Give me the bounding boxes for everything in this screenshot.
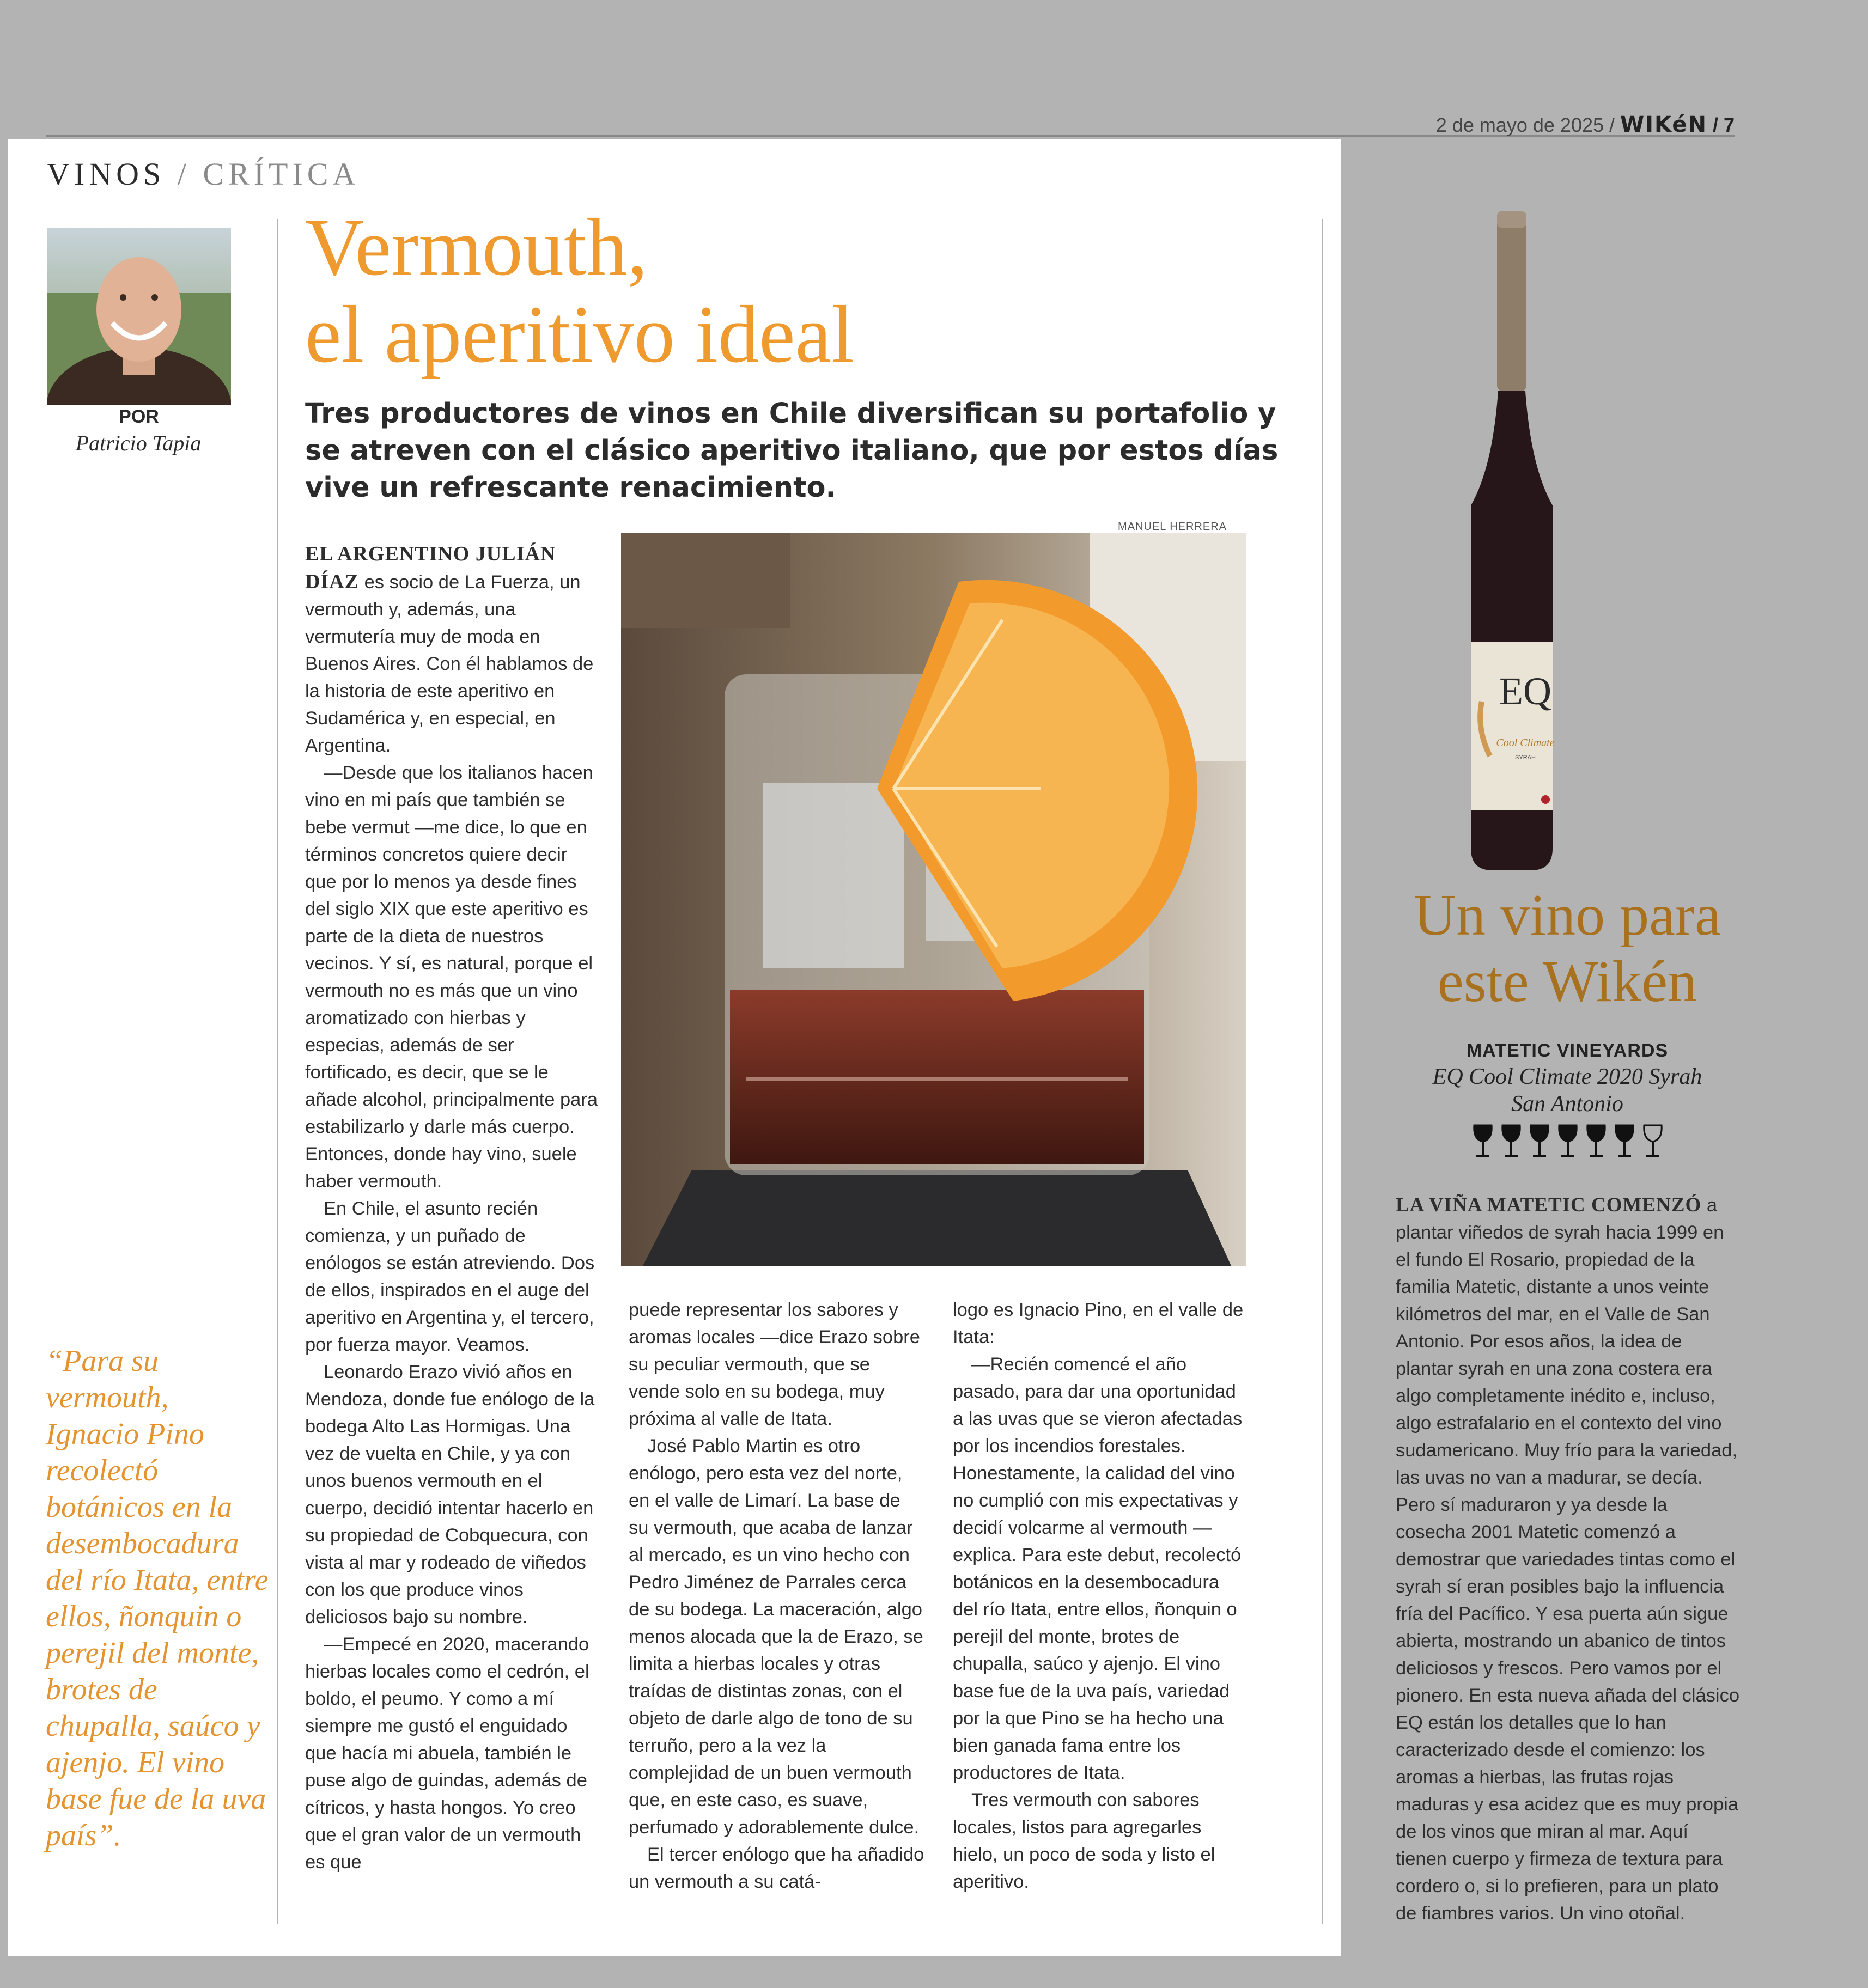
section-label — [47, 156, 360, 192]
wine-origin: San Antonio — [1511, 1091, 1623, 1117]
wine-glass-filled-icon — [1531, 1125, 1548, 1157]
headline — [305, 204, 1286, 378]
paragraph-2: —Desde que los italianos hacen vino en mi país que también se bebe vermut —me dice, lo que en términos concretos quiere decir que por lo menos ya desde fines del siglo XIX que este aperitivo es parte de la dieta de nuestros vecinos. Y sí, es natural, porque el vermouth no es más que un vino aromatizado con hierbas y especias, además de ser fortificado, es decir, que se le añade alcohol, principalmente para estabilizarlo y darle más cuerpo. Entonces, donde hay vino, suele haber vermouth. — [305, 763, 598, 1192]
wine-name — [1368, 1063, 1766, 1118]
page-header — [1436, 112, 1735, 137]
photo-credit: MANUEL HERRERA — [1118, 521, 1227, 533]
wine-glass-filled-icon — [1502, 1125, 1520, 1157]
paragraph-6: puede representar los sabores y aromas locales —dice Erazo sobre su peculiar vermouth, que se vende solo en su bodega, muy próxima al valle de Itata. — [629, 1300, 920, 1429]
column-divider-left — [277, 219, 278, 1924]
header-page-number: / 7 — [1712, 114, 1735, 136]
author-name: Patricio Tapia — [75, 431, 202, 455]
headline-line-2: el aperitivo ideal — [305, 289, 854, 380]
sidebar-title-line-2: este Wikén — [1437, 949, 1697, 1014]
pull-quote: “Para su vermouth, Ignacio Pino recolectó botánicos en la desembocadura del río Itata, entre ellos, ñonquin o perejil del monte, brotes de chupalla, saúco y ajenjo. El vino base fue de la uva país”. — [46, 1344, 269, 1852]
wine-glass-filled-icon — [1616, 1125, 1633, 1157]
paragraph-10: —Recién comencé el año pasado, para dar una oportunidad a las uvas que se vieron afectadas por los incendios forestales. Honestamente, la calidad del vino no cumplió con mis expectativas y decidí volcarme al vermouth —explica. Para este debut, recolectó botánicos en la desembocadura del río Itata, entre ellos, ñonquin o perejil del monte, brotes de chupalla, saúco y ajenjo. El vino base fue de la uva país, variedad por la que Pino se ha hecho una bien ganada fama entre los productores de Itata. — [953, 1354, 1243, 1783]
bottle-brand: EQ — [1499, 669, 1551, 713]
section-name: VINOS — [47, 156, 166, 192]
wine-rating — [1467, 1123, 1674, 1161]
sidebar-body-text: a plantar viñedos de syrah hacia 1999 en el fundo El Rosario, propiedad de la familia Matetic, distante a unos veinte kilómetros del mar, en el Valle de San Antonio. Por esos años, la idea de plantar syrah en una zona costera era algo completamente inédito e, incluso, algo estrafalario en el contexto del vino sudamericano. Muy frío para la variedad, las uvas no van a madurar, se decía. Pero sí maduraron y ya desde la cosecha 2001 Matetic comenzó a demostrar que variedades tintas como el syrah sí eran posibles bajo la influencia fría del Pacífico. Y esa puerta aún sigue abierta, mostrando un abanico de tintos deliciosos y frescos. Pero vamos por el pionero. En esta nueva añada del clásico EQ están los detalles que lo han caracterizado desde el comienzo: los aromas a hierbas, las frutas rojas maduras y esa acidez que es muy propia de los vinos que miran al mar. Aquí tienen cuerpo y firmeza de textura para cordero o, si lo prefieren, para un plato de fiambres varios. Un vino otoñal. — [1396, 1195, 1740, 1924]
wine-glass-filled-icon — [1587, 1125, 1605, 1157]
paragraph-7: José Pablo Martin es otro enólogo, pero esta vez del norte, en el valle de Limarí. La base de su vermouth, que acaba de lanzar al mercado, es un vino hecho con Pedro Jiménez de Parrales cerca de su bodega. La maceración, algo menos alocada que la de Erazo, se limita a hierbas locales y otras traídas de distintas zonas, con el objeto de darle algo de tono de su terruño, pero a la vez la complejidad de un buen vermouth que, en este caso, es suave, perfumado y adorablemente dulce. — [629, 1436, 923, 1838]
paragraph-3: En Chile, el asunto recién comienza, y un puñado de enólogos se están atreviendo. Dos de ellos, inspirados en el auge del aperitivo en Argentina y, el tercero, por fuerza mayor. Veamos. — [305, 1198, 595, 1355]
paragraph-9: logo es Ignacio Pino, en el valle de Itata: — [953, 1300, 1244, 1347]
author-photo — [47, 228, 231, 405]
winery-name: MATETIC VINEYARDS — [1466, 1040, 1669, 1061]
sidebar-body — [1396, 1192, 1742, 1927]
sidebar-title — [1368, 882, 1766, 1015]
body-column-1 — [305, 540, 601, 1876]
article-sheet — [8, 139, 1341, 1956]
paragraph-11: Tres vermouth con sabores locales, listos para agregarles hielo, un poco de soda y listo el aperitivo. — [953, 1790, 1215, 1892]
header-brand: WIKéN — [1620, 112, 1707, 137]
article-deck: Tres productores de vinos en Chile diversifican su portafolio y se atreven con el clásico aperitivo italiano, que por estos días vive un refrescante renacimiento. — [305, 398, 1279, 504]
paragraph-4: Leonardo Erazo vivió años en Mendoza, donde fue enólogo de la bodega Alto Las Hormigas. Una vez de vuelta en Chile, y ya con unos buenos vermouth en el cuerpo, decidió intentar hacerlo en su propiedad de Cobquecura, con vista al mar y rodeado de viñedos con los que produce vinos deliciosos bajo su nombre. — [305, 1362, 595, 1627]
wine-name-line-1: EQ Cool Climate 2020 Syrah — [1432, 1064, 1702, 1089]
bottle-script: Cool Climate — [1496, 737, 1555, 749]
body-column-3 — [953, 1296, 1249, 1895]
wine-glass-filled-icon — [1474, 1125, 1492, 1157]
article-lead-in: EL ARGENTINO JULIÁN DÍAZ — [305, 542, 556, 593]
author-por: POR — [119, 406, 159, 427]
column-divider-right — [1322, 219, 1323, 1924]
sidebar-title-line-1: Un vino para — [1414, 883, 1721, 948]
wine-glass-empty-icon — [1644, 1125, 1662, 1157]
paragraph-5: —Empecé en 2020, macerando hierbas locales como el cedrón, el boldo, el peumo. Y como a mí siempre me gustó el enguidado que hacía mi abuela, también le puse algo de guindas, además de cítricos, y hasta hongos. Yo creo que el gran valor de un vermouth es que — [305, 1634, 589, 1873]
bottle-variety: SYRAH — [1515, 754, 1536, 761]
wine-glass-filled-icon — [1559, 1125, 1577, 1157]
paragraph-8: El tercer enólogo que ha añadido un vermouth a su catá- — [629, 1844, 924, 1892]
body-column-2 — [629, 1296, 925, 1895]
paragraph-1: es socio de La Fuerza, un vermouth y, además, una vermutería muy de moda en Buenos Aires. Con él hablamos de la historia de este aperitivo en Sudamérica y, en especial, en Argentina. — [305, 572, 594, 756]
section-subname: / CRÍTICA — [177, 156, 360, 192]
wine-bottle-image — [1460, 211, 1563, 870]
header-date: 2 de mayo de 2025 / — [1435, 114, 1615, 136]
sidebar-lead-in: LA VIÑA MATETIC COMENZÓ — [1396, 1194, 1702, 1216]
headline-line-1: Vermouth, — [305, 202, 648, 292]
vermouth-photo — [621, 533, 1246, 1266]
